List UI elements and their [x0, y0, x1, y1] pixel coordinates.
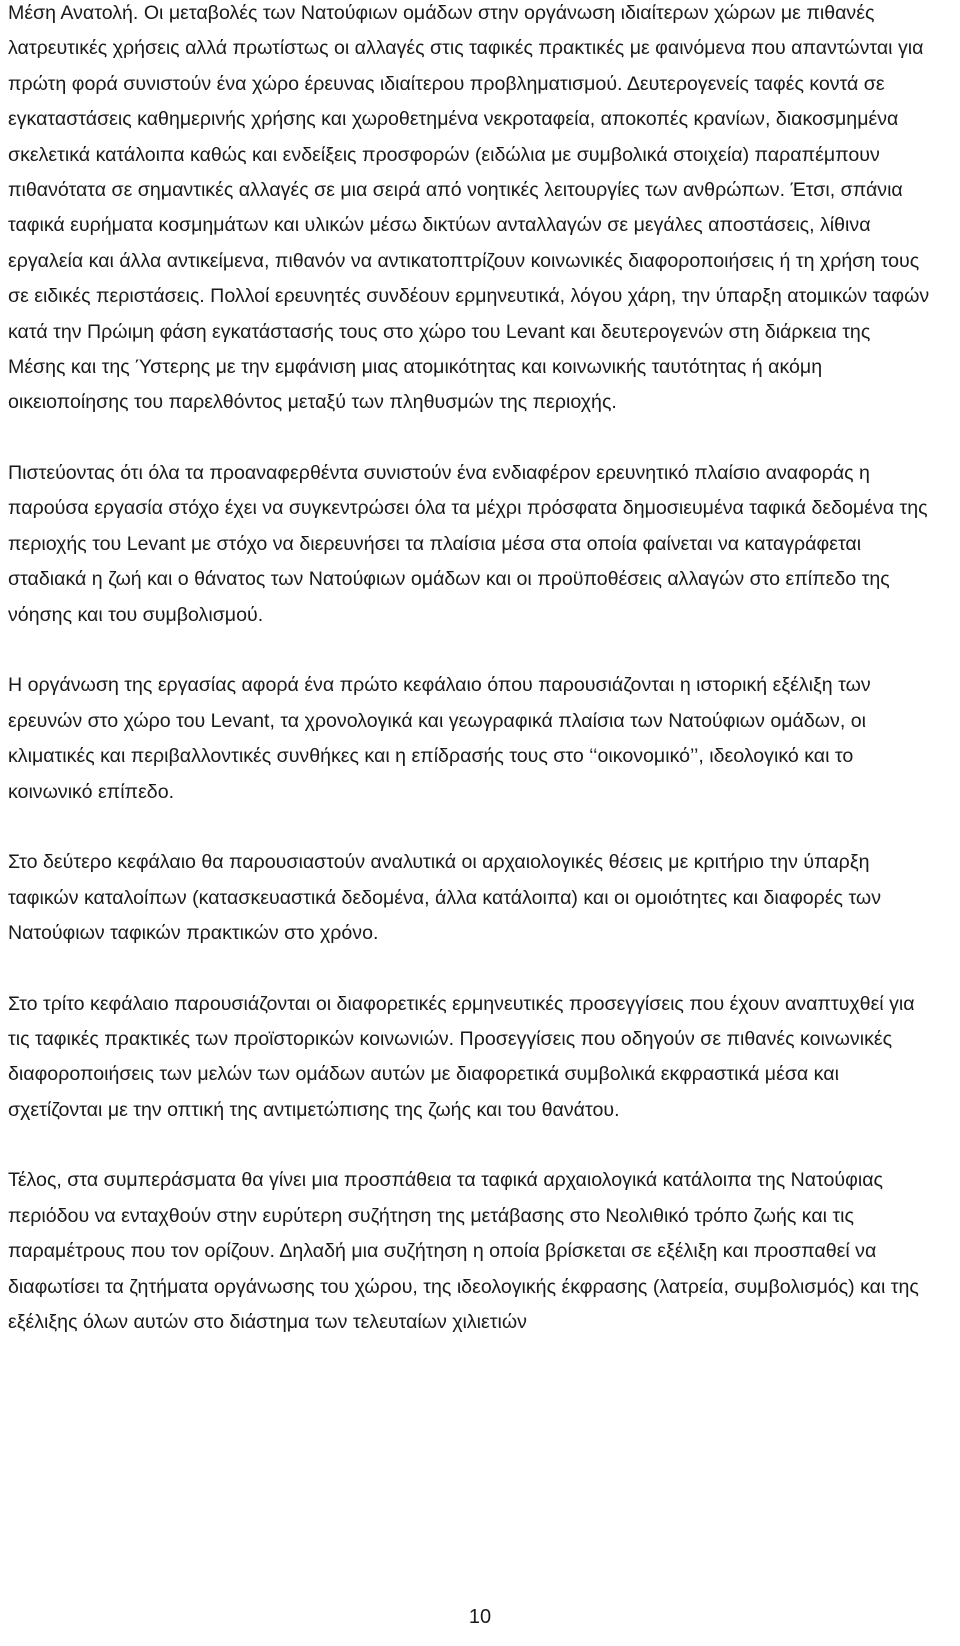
- body-paragraph-5: Στο τρίτο κεφάλαιο παρουσιάζονται οι διαφορετικές ερμηνευτικές προσεγγίσεις που έχουν αναπτυχθεί για τις ταφικές πρακτικές των προϊστορικών κοινωνιών. Προσεγγίσεις που οδηγούν σε πιθανές κοινωνικές διαφοροποιήσεις των μελών των ομάδων αυτών με διαφορετικά συμβολικά εκφραστικά μέσα και σχετίζονται με την οπτική της αντιμετώπισης της ζωής και του θανάτου.: [8, 992, 915, 1121]
- body-paragraph-3: Η οργάνωση της εργασίας αφορά ένα πρώτο κεφάλαιο όπου παρουσιάζονται η ιστορική εξέλιξη των ερευνών στο χώρο του Levant, τα χρονολογικά και γεωγραφικά πλαίσια των Νατούφιων ομάδων, οι κλιματικές και περιβαλλοντικές συνθήκες και η επίδρασής τους στο ‘‘οικονομικό’’, ιδεολογικό και το κοινωνικό επίπεδο.: [8, 674, 871, 803]
- body-paragraph-2: Πιστεύοντας ότι όλα τα προαναφερθέντα συνιστούν ένα ενδιαφέρον ερευνητικό πλαίσιο αναφοράς η παρούσα εργασία στόχο έχει να συγκεντρώσει όλα τα μέχρι πρόσφατα δημοσιευμένα ταφικά δεδομένα της περιοχής του Levant με στόχο να διερευνήσει τα πλαίσια μέσα στα οποία φαίνεται να καταγράφεται σταδιακά η ζωή και ο θάνατος των Νατούφιων ομάδων και οι προϋποθέσεις αλλαγών στο επίπεδο της νόησης και του συμβολισμού.: [8, 462, 928, 626]
- body-paragraph-4: Στο δεύτερο κεφάλαιο θα παρουσιαστούν αναλυτικά οι αρχαιολογικές θέσεις με κριτήριο την ύπαρξη ταφικών καταλοίπων (κατασκευαστικά δεδομένα, άλλα κατάλοιπα) και οι ομοιότητες και διαφορές των Νατούφιων ταφικών πρακτικών στο χρόνο.: [8, 851, 882, 944]
- body-paragraph-1: Μέση Ανατολή. Οι μεταβολές των Νατούφιων ομάδων στην οργάνωση ιδιαίτερων χώρων με πιθανές λατρευτικές χρήσεις αλλά πρωτίστως οι αλλαγές στις ταφικές πρακτικές με φαινόμενα που απαντώνται για πρώτη φορά συνιστούν ένα χώρο έρευνας ιδιαίτερου προβληματισμού. Δευτερογενείς ταφές κοντά σε εγκαταστάσεις καθημερινής χρήσης και χωροθετημένα νεκροταφεία, αποκοπές κρανίων, διακοσμημένα σκελετικά κατάλοιπα καθώς και ενδείξεις προσφορών (ειδώλια με συμβολικά στοιχεία) παραπέμπουν πιθανότατα σε σημαντικές αλλαγές σε μια σειρά από νοητικές λειτουργίες των ανθρώπων. Έτσι, σπάνια ταφικά ευρήματα κοσμημάτων και υλικών μέσω δικτύων ανταλλαγών σε μεγάλες αποστάσεις, λίθινα εργαλεία και άλλα αντικείμενα, πιθανόν να αντικατοπτρίζουν κοινωνικές διαφοροποιήσεις ή τη χρήση τους σε ειδικές περιστάσεις. Πολλοί ερευνητές συνδέουν ερμηνευτικά, λόγου χάρη, την ύπαρξη ατομικών ταφών κατά την Πρώιμη φάση εγκατάστασής τους στο χώρο του Levant και δευτερογενών στη διάρκεια της Μέσης και της Ύστερης με την εμφάνιση μιας ατομικότητας και κοινωνικής ταυτότητας ή ακόμη οικειοποίησης του παρελθόντος μεταξύ των πληθυσμών της περιοχής.: [8, 2, 930, 414]
- body-paragraph-6: Τέλος, στα συμπεράσματα θα γίνει μια προσπάθεια τα ταφικά αρχαιολογικά κατάλοιπα της Νατούφιας περιόδου να ενταχθούν στην ευρύτερη συζήτηση της μετάβασης στο Νεολιθικό τρόπο ζωής και τις παραμέτρους που τον ορίζουν. Δηλαδή μια συζήτηση η οποία βρίσκεται σε εξέλιξη και προσπαθεί να διαφωτίσει τα ζητήματα οργάνωσης του χώρου, της ιδεολογικής έκφρασης (λατρεία, συμβολισμός) και της εξέλιξης όλων αυτών στο διάστημα των τελευταίων χιλιετιών: [8, 1169, 919, 1333]
- page-number: 10: [468, 1606, 492, 1628]
